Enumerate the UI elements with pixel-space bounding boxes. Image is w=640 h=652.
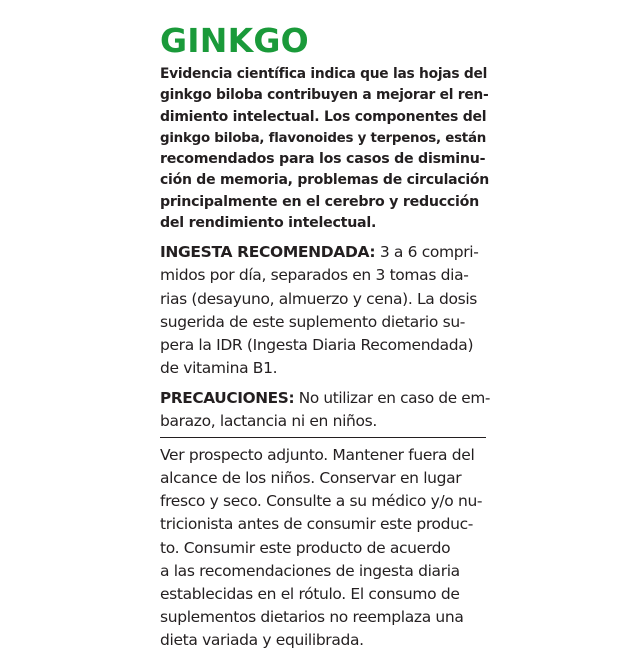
ingesta-line: pera la IDR (Ingesta Diaria Recomendada) <box>160 335 474 354</box>
intro-line: ginkgo biloba contribuyen a mejorar el ren- <box>160 87 489 104</box>
intro-line: Evidencia científica indica que las hojas del <box>160 66 488 82</box>
intro-line: ginkgo biloba, flavonoides y terpenos, están <box>160 130 487 146</box>
spacer <box>160 380 490 387</box>
ingesta-first-line <box>160 241 490 264</box>
footer-line: establecidas en el rótulo. El consumo de <box>160 584 460 603</box>
intro-line: dimiento intelectual. Los componentes del <box>160 108 487 125</box>
intro-line: principalmente en el cerebro y reducción <box>160 193 480 210</box>
ingesta-first-text: 3 a 6 compri- <box>375 243 479 262</box>
footer-line: a las recomendaciones de ingesta diaria <box>160 561 460 580</box>
footer-paragraph <box>160 444 490 652</box>
footer-line: fresco y seco. Consulte a su médico y/o nu- <box>160 492 483 511</box>
precauciones-label: PRECAUCIONES: <box>160 388 295 407</box>
product-title: GINKGO <box>160 21 309 60</box>
footer-line: alcance de los niños. Conservar en lugar <box>160 469 462 488</box>
footer-line: suplementos dietarios no reemplaza una <box>160 607 464 626</box>
precauciones-first-line <box>160 387 490 410</box>
precauciones-first-text: No utilizar en caso de em- <box>294 388 491 407</box>
footer-line: to. Consumir este producto de acuerdo <box>160 538 451 557</box>
precauciones-line: barazo, lactancia ni en niños. <box>160 412 377 431</box>
footer-line: dieta variada y equilibrada. <box>160 630 364 649</box>
section-divider <box>160 437 486 438</box>
footer-line: Ver prospecto adjunto. Mantener fuera del <box>160 446 475 465</box>
intro-line: del rendimiento intelectual. <box>160 215 377 232</box>
footer-line: tricionista antes de consumir este produc- <box>160 515 474 534</box>
ingesta-paragraph <box>160 241 490 380</box>
label-panel <box>160 22 490 652</box>
ingesta-line: midos por día, separados en 3 tomas dia- <box>160 266 469 285</box>
ingesta-line: rias (desayuno, almuerzo y cena). La dosis <box>160 289 478 308</box>
intro-line: recomendados para los casos de disminu- <box>160 151 486 168</box>
intro-paragraph <box>160 64 490 234</box>
precauciones-paragraph <box>160 387 490 433</box>
ingesta-line: de vitamina B1. <box>160 358 278 377</box>
ingesta-label: INGESTA RECOMENDADA: <box>160 243 376 262</box>
intro-line: ción de memoria, problemas de circulación <box>160 172 490 189</box>
ingesta-line: sugerida de este suplemento dietario su- <box>160 312 466 331</box>
